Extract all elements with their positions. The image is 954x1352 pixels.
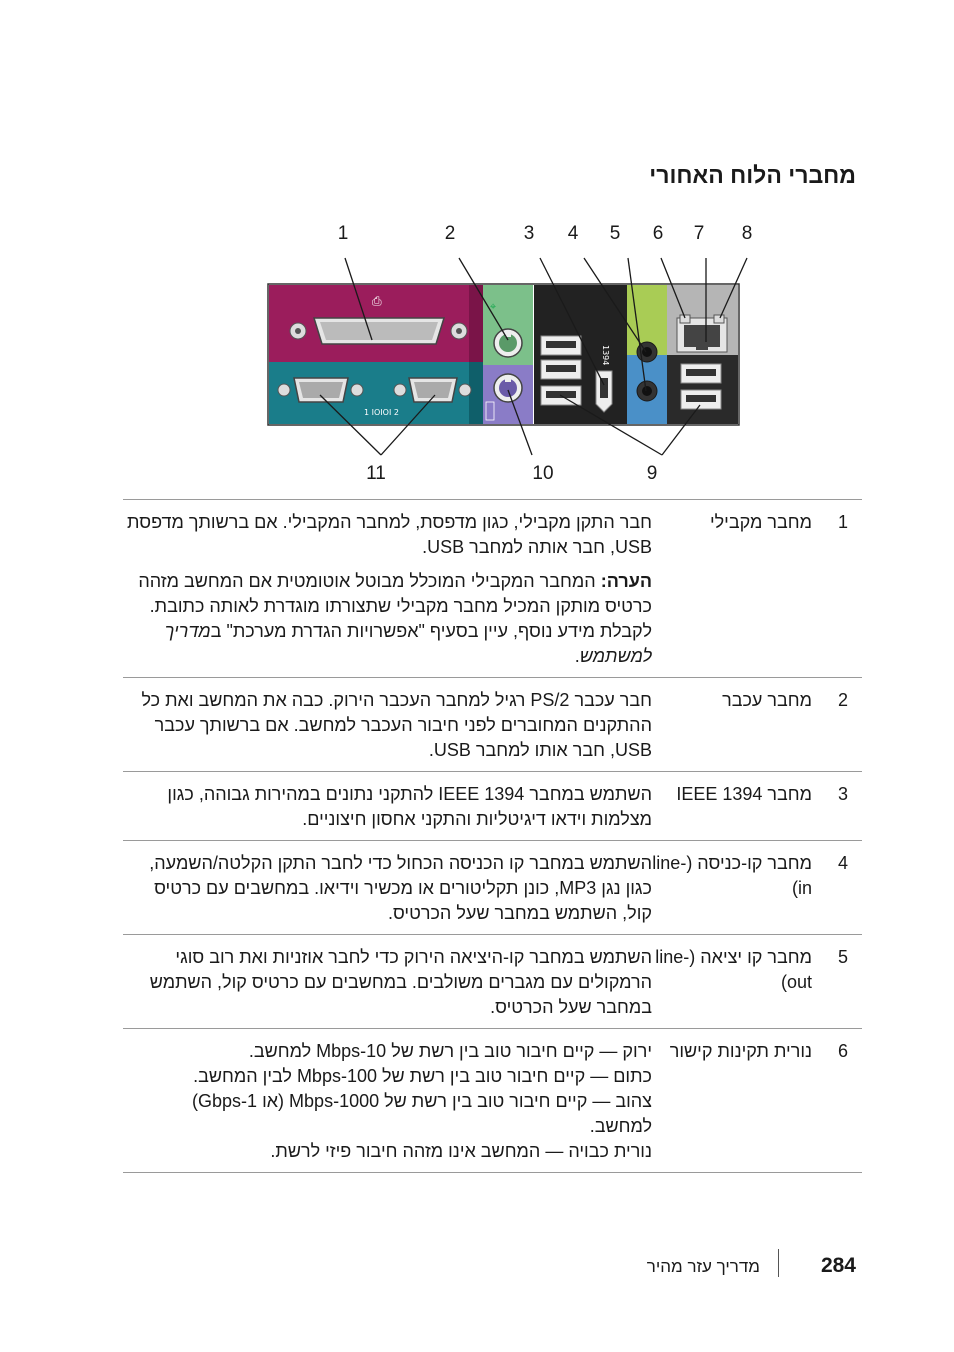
line-out-jack — [637, 381, 657, 401]
note-guide-name: מדריך למשתמש — [164, 621, 652, 666]
connector-description — [123, 851, 652, 926]
row-number: 1 — [837, 512, 848, 532]
network-connector — [677, 315, 727, 352]
table-row — [123, 841, 862, 935]
connector-table — [123, 499, 862, 1173]
callout-2: 2 — [444, 223, 456, 244]
connector-name: מחבר עכבר — [722, 690, 812, 710]
callout-7: 7 — [693, 223, 705, 244]
note-end: . — [574, 646, 580, 666]
callout-5: 5 — [609, 223, 621, 244]
description-text: נורית כבויה — המחשב אינו מזהה חיבור פיזי לרשת. — [270, 1141, 652, 1161]
description-text: צהוב — קיים חיבור טוב בין רשת של 1000-Mbps (או 1-Gbps) למחשב. — [192, 1091, 652, 1136]
callout-11: 11 — [366, 463, 386, 484]
network-activity-light — [714, 315, 724, 323]
callout-10: 10 — [532, 463, 554, 484]
table-row — [123, 500, 862, 678]
usb-connectors-middle — [541, 336, 581, 405]
connector-name: מחבר IEEE 1394 — [676, 784, 812, 804]
note — [127, 569, 652, 669]
connector-description — [123, 688, 652, 763]
table-row — [123, 1029, 862, 1173]
note-text: המחבר המקבילי המוכלל מבוטל אוטומטית אם המחשב מזהה כרטיס מותקן המכיל מחבר מקבילי שתצורתו מוגדרת לאותה כתובת. לקבלת מידע נוסף, עיין בסעיף "אפשרויות הגדרת מערכת" — [138, 571, 652, 641]
description-text: השתמש במחבר קו הכניסה הכחול כדי לחבר התקן הקלטה/השמעה, כגון נגן MP3, כונן תקליטורים או מכשיר וידיאו. במחשבים עם כרטיס קול, השתמש במחבר שעל הכרטיס. — [149, 853, 652, 923]
table-row — [123, 772, 862, 841]
connector-description — [123, 945, 652, 1020]
page-number: 284 — [820, 1254, 856, 1277]
firewire-label: 1394 — [601, 345, 610, 366]
description-text: חבר עכבר PS/2 רגיל למחבר העכבר הירוק. כבה את המחשב ואת כל ההתקנים המחוברים לפני חיבור העכבר למחשב. אם ברשותך עכבר USB, חבר אותו למחבר USB. — [141, 690, 652, 760]
svg-text:⌖: ⌖ — [490, 300, 497, 313]
callout-1: 1 — [337, 223, 349, 244]
connector-description — [123, 510, 652, 669]
description-text: כתום — קיים חיבור טוב בין רשת של 100-Mbps לבין המחשב. — [193, 1066, 652, 1086]
row-number: 6 — [837, 1041, 848, 1061]
connector-name: מחבר קו יציאה (line-out) — [655, 947, 812, 992]
callout-9: 9 — [646, 463, 658, 484]
connector-description — [123, 782, 652, 832]
table-row — [123, 935, 862, 1029]
row-number: 2 — [837, 690, 848, 710]
link-integrity-light — [680, 315, 690, 323]
rear-panel-illustration — [0, 0, 954, 500]
rear-panel-figure — [0, 0, 954, 500]
description-text: השתמש במחבר קו-היציאה הירוק כדי לחבר אוזניות ואת רוב סוגי הרמקולים עם מגברים משולבים. במחשבים עם כרטיס קול, השתמש במחבר שעל הכרטיס. — [149, 947, 652, 1017]
callout-6: 6 — [652, 223, 664, 244]
description-text: ירוק — קיים חיבור טוב בין רשת של 10-Mbps למחשב. — [248, 1041, 652, 1061]
connector-name: נורית תקינות קישור — [669, 1041, 812, 1061]
serial-label: 1 IOIOI 2 — [364, 408, 399, 417]
page-title: מחברי הלוח האחורי — [649, 162, 856, 188]
footer-divider — [778, 1249, 779, 1277]
table-row — [123, 678, 862, 772]
guide-name: מדריך עזר מהיר — [646, 1257, 760, 1276]
connector-description — [123, 1039, 652, 1164]
connector-name: מחבר מקבילי — [709, 512, 812, 532]
connector-name: מחבר קו-כניסה (line-in) — [652, 853, 812, 898]
description-text: חבר התקן מקבילי, כגון מדפסת, למחבר המקבילי. אם ברשותך מדפסת USB, חבר אותה למחבר USB. — [127, 512, 652, 557]
callout-8: 8 — [741, 223, 753, 244]
note-tail: ב — [210, 621, 222, 641]
note-label: הערה: — [600, 571, 652, 591]
row-number: 5 — [837, 947, 848, 967]
svg-text:⎙: ⎙ — [372, 294, 382, 308]
row-number: 3 — [837, 784, 848, 804]
callout-4: 4 — [567, 223, 579, 244]
callout-3: 3 — [523, 223, 535, 244]
row-number: 4 — [837, 853, 848, 873]
description-text: השתמש במחבר IEEE 1394 להתקני נתונים במהירות גבוהה, כגון מצלמות וידאו דיגיטליות והתקני אחסון חיצוניים. — [167, 784, 652, 829]
